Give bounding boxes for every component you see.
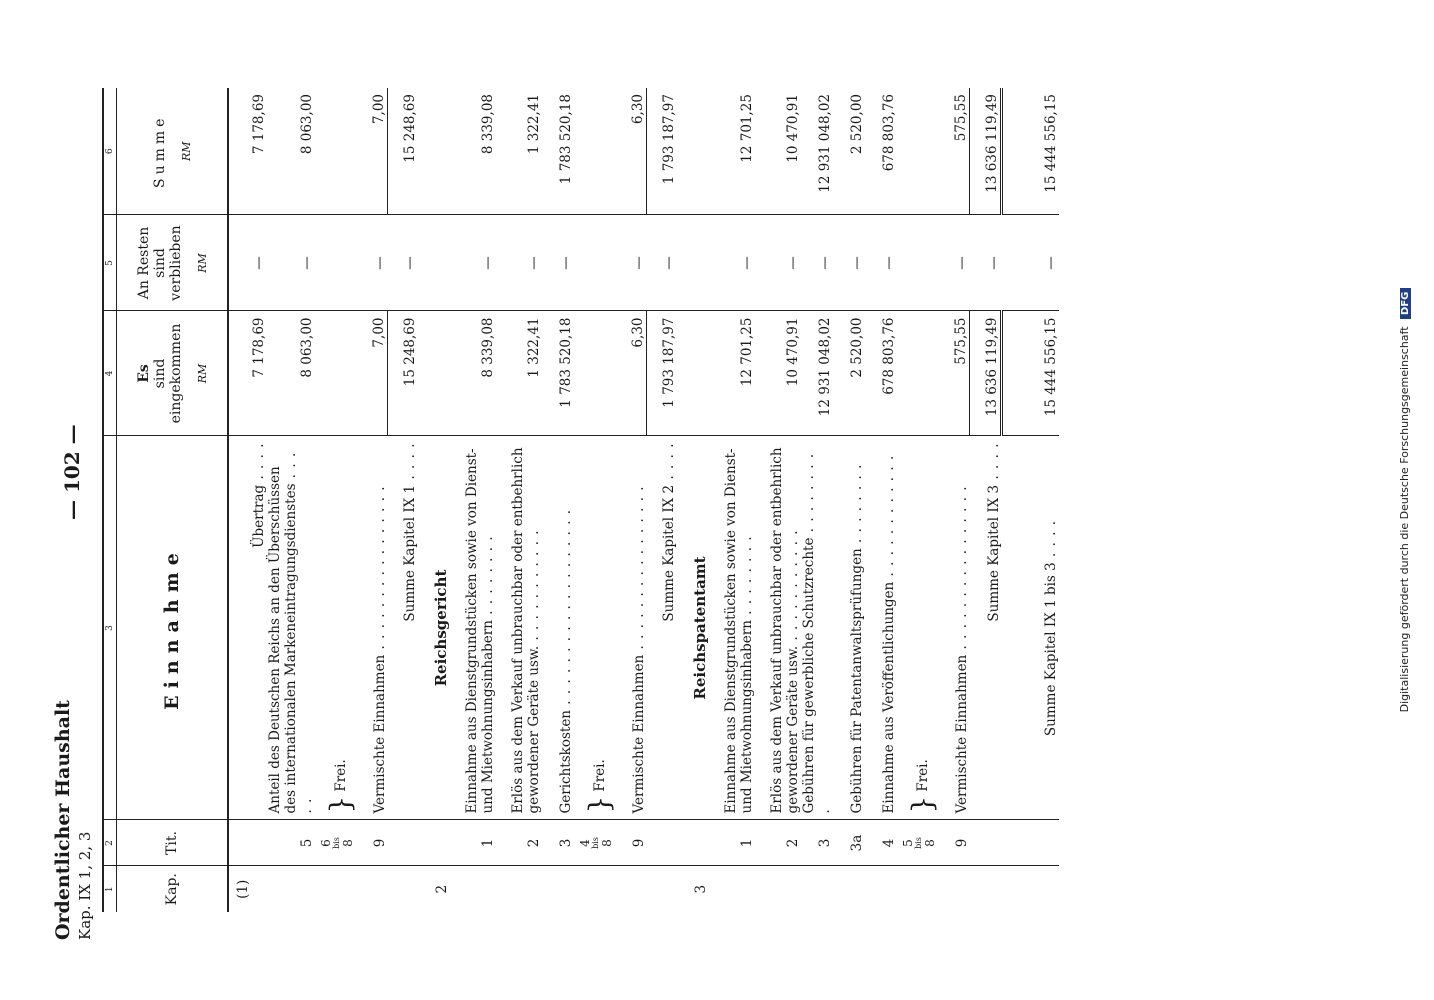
label-cell: Anteil des Deutschen Reichs an den Überschüssen des internationalen Markeneintragungsdienstes . . . . . bbox=[267, 436, 315, 820]
amount-summe: 8 339,08 bbox=[450, 88, 496, 215]
row-label: Summe Kapitel IX 2 bbox=[661, 484, 677, 622]
eingekommen-line1: Es bbox=[135, 364, 152, 383]
label-cell: Einnahme aus Dienstgrundstücken sowie von Dienst- und Mietwohnungsinhabern . . . . . . . . bbox=[450, 436, 496, 820]
subtotal-row bbox=[647, 88, 678, 912]
tit-cell: 9 bbox=[355, 820, 388, 866]
digitization-credit bbox=[1398, 0, 1411, 1000]
table-row bbox=[897, 88, 937, 912]
amount-eingekommen: 1 322,41 bbox=[496, 311, 542, 436]
amount-eingekommen: 1 793 187,97 bbox=[647, 311, 678, 436]
row-label: Vermischte Einnahmen bbox=[630, 654, 647, 814]
amount-resten: — bbox=[614, 215, 647, 311]
unit-label: RM bbox=[195, 253, 209, 273]
amount-eingekommen: 7 178,69 bbox=[228, 311, 267, 436]
einnahme-header: Einnahme bbox=[117, 436, 229, 820]
amount-resten: — bbox=[970, 215, 1002, 311]
tit-cell: 3 bbox=[801, 820, 833, 866]
amount-summe: 7,00 bbox=[355, 88, 388, 215]
kap-header: Kap. bbox=[117, 866, 229, 912]
amount-eingekommen: 8 063,00 bbox=[267, 311, 315, 436]
label-cell: Vermischte Einnahmen . . . . . . . . . . . . . . . . bbox=[614, 436, 647, 820]
row-label: Frei. bbox=[333, 759, 349, 792]
column-number: 3 bbox=[103, 436, 117, 820]
amount-resten: — bbox=[355, 215, 388, 311]
amount-eingekommen: 1 783 520,18 bbox=[542, 311, 574, 436]
column-number: 1 bbox=[103, 866, 117, 912]
amount-eingekommen: 15 444 556,15 bbox=[1002, 311, 1060, 436]
row-label: Einnahme aus Dienstgrundstücken sowie von Dienst- und Mietwohnungsinhabern bbox=[464, 448, 496, 814]
label-cell: Erlös aus dem Verkauf unbrauchbar oder entbehrlich gewordener Geräte usw. . . . . . . . . . . . bbox=[496, 436, 542, 820]
amount-resten: — bbox=[833, 215, 865, 311]
row-label: Gebühren für Patentanwaltsprüfungen bbox=[849, 548, 865, 814]
label-cell: Summe Kapitel IX 2 . . . . bbox=[647, 436, 678, 820]
amount-resten: — bbox=[755, 215, 801, 311]
tit-cell: 4 bbox=[865, 820, 897, 866]
label-cell: Einnahme aus Veröffentlichungen . . . . . . . . . . . . bbox=[865, 436, 897, 820]
row-label: Erlös aus dem Verkauf unbrauchbar oder entbehrlich gewordener Geräte usw. bbox=[510, 447, 542, 814]
amount-eingekommen: 15 248,69 bbox=[388, 311, 419, 436]
unit-label: RM bbox=[179, 141, 193, 162]
row-label: Vermischte Einnahmen bbox=[371, 654, 388, 814]
label-cell: Summe Kapitel IX 1 bis 3 . . . . bbox=[1002, 436, 1060, 820]
row-label: Anteil des Deutschen Reichs an den Überschüssen des internationalen Markeneintragungsdienstes bbox=[267, 466, 299, 814]
table-row bbox=[937, 88, 970, 912]
column-number: 5 bbox=[103, 215, 117, 311]
label-cell: Summe Kapitel IX 1 . . . . bbox=[388, 436, 419, 820]
amount-resten: — bbox=[267, 215, 315, 311]
label-cell: Einnahme aus Dienstgrundstücken sowie von Dienst- und Mietwohnungsinhabern . . . . . . . . bbox=[709, 436, 755, 820]
tit-range: 5 bis 8 bbox=[897, 820, 937, 866]
amount-summe: 15 444 556,15 bbox=[1002, 88, 1060, 215]
section-header-row bbox=[418, 88, 450, 912]
amount-eingekommen: 10 470,91 bbox=[755, 311, 801, 436]
row-label: Summe Kapitel IX 1 bbox=[402, 484, 418, 622]
row-label: Gerichtskosten bbox=[558, 710, 574, 814]
label-cell: } Frei. bbox=[897, 436, 937, 820]
amount-summe: 10 470,91 bbox=[755, 88, 801, 215]
table-row bbox=[355, 88, 388, 912]
tit-cell: 3a bbox=[833, 820, 865, 866]
kap-cell: 3 bbox=[693, 884, 709, 894]
table-row bbox=[801, 88, 833, 912]
tit-cell: 9 bbox=[614, 820, 647, 866]
table-row bbox=[267, 88, 315, 912]
table-row bbox=[228, 88, 267, 912]
tit-cell: 1 bbox=[709, 820, 755, 866]
amount-resten: — bbox=[542, 215, 574, 311]
label-cell: Vermischte Einnahmen . . . . . . . . . . . . . . . . bbox=[355, 436, 388, 820]
amount-summe: 8 063,00 bbox=[267, 88, 315, 215]
amount-summe: 7 178,69 bbox=[228, 88, 267, 215]
table-row bbox=[315, 88, 355, 912]
amount-summe: 1 793 187,97 bbox=[647, 88, 678, 215]
amount-eingekommen: 7,00 bbox=[355, 311, 388, 436]
tit-range: 6 bis 8 bbox=[315, 820, 355, 866]
label-cell: Summe Kapitel IX 3 . . . . bbox=[970, 436, 1002, 820]
tit-cell: 3 bbox=[542, 820, 574, 866]
amount-summe: 575,55 bbox=[937, 88, 970, 215]
grand-total-row bbox=[1002, 88, 1060, 912]
table-row bbox=[574, 88, 614, 912]
tit-cell: 2 bbox=[755, 820, 801, 866]
amount-eingekommen: 575,55 bbox=[937, 311, 970, 436]
table-row bbox=[833, 88, 865, 912]
amount-eingekommen: 2 520,00 bbox=[833, 311, 865, 436]
row-label: Frei. bbox=[915, 759, 931, 792]
row-label: Einnahme aus Dienstgrundstücken sowie von Dienst- und Mietwohnungsinhabern bbox=[723, 448, 755, 814]
amount-eingekommen: 12 701,25 bbox=[709, 311, 755, 436]
subtotal-row bbox=[970, 88, 1002, 912]
amount-resten: — bbox=[450, 215, 496, 311]
label-cell: Gerichtskosten . . . . . . . . . . . . . . . . . . . bbox=[542, 436, 574, 820]
amount-resten: — bbox=[801, 215, 833, 311]
dfg-logo: DFG bbox=[1400, 288, 1411, 319]
amount-resten: — bbox=[709, 215, 755, 311]
table-row bbox=[709, 88, 755, 912]
label-cell: Übertrag . . . . bbox=[228, 436, 267, 820]
tit-cell: 9 bbox=[937, 820, 970, 866]
subtotal-row bbox=[388, 88, 419, 912]
row-label: Summe Kapitel IX 1 bis 3 bbox=[1043, 562, 1059, 737]
row-label: Erlös aus dem Verkauf unbrauchbar oder entbehrlich gewordener Geräte usw. bbox=[769, 447, 801, 814]
tit-cell: 5 bbox=[267, 820, 315, 866]
amount-eingekommen: 13 636 119,49 bbox=[970, 311, 1002, 436]
unit-label: RM bbox=[195, 363, 209, 384]
label-cell: } Frei. bbox=[315, 436, 355, 820]
row-label: Übertrag bbox=[251, 484, 267, 548]
row-label: Frei. bbox=[592, 759, 608, 792]
amount-eingekommen: 6,30 bbox=[614, 311, 647, 436]
resten-line1: An Resten bbox=[135, 226, 152, 300]
resten-header bbox=[117, 215, 229, 311]
section-title: Reichsgericht bbox=[418, 436, 450, 820]
amount-summe: 1 783 520,18 bbox=[542, 88, 574, 215]
row-label: Einnahme aus Veröffentlichungen bbox=[881, 581, 897, 814]
tit-header: Tit. bbox=[117, 820, 229, 866]
amount-resten: — bbox=[647, 215, 678, 311]
amount-summe: 12 701,25 bbox=[709, 88, 755, 215]
column-header-row bbox=[117, 88, 229, 912]
table-row bbox=[865, 88, 897, 912]
amount-resten: — bbox=[1002, 215, 1060, 311]
document-header bbox=[52, 700, 94, 940]
label-cell: Gebühren für Patentanwaltsprüfungen . . . . . . . . bbox=[833, 436, 865, 820]
chapter-reference: Kap. IX 1, 2, 3 bbox=[76, 831, 94, 940]
amount-resten: — bbox=[865, 215, 897, 311]
table-row bbox=[496, 88, 542, 912]
summe-label: Summe bbox=[151, 114, 168, 188]
document-title: Ordentlicher Haushalt bbox=[52, 700, 74, 940]
summe-header bbox=[117, 88, 229, 215]
kap-cell: 2 bbox=[434, 884, 450, 894]
column-number-row bbox=[103, 88, 117, 912]
table-row bbox=[614, 88, 647, 912]
amount-summe: 678 803,76 bbox=[865, 88, 897, 215]
eingekommen-line2: sind eingekommen bbox=[151, 323, 184, 424]
tit-cell: 2 bbox=[496, 820, 542, 866]
resten-line2: sind verblieben bbox=[151, 225, 184, 301]
amount-summe: 15 248,69 bbox=[388, 88, 419, 215]
amount-summe: 6,30 bbox=[614, 88, 647, 215]
table-row bbox=[755, 88, 801, 912]
row-label: Gebühren für gewerbliche Schutzrechte bbox=[801, 537, 817, 814]
section-header-row bbox=[677, 88, 709, 912]
label-cell: Gebühren für gewerbliche Schutzrechte . . . . . . . . . bbox=[801, 436, 833, 820]
column-number: 4 bbox=[103, 311, 117, 436]
kap-cell: (1) bbox=[235, 879, 251, 899]
amount-summe: 12 931 048,02 bbox=[801, 88, 833, 215]
amount-resten: — bbox=[937, 215, 970, 311]
section-title: Reichspatentamt bbox=[677, 436, 709, 820]
table-row bbox=[542, 88, 574, 912]
amount-resten: — bbox=[496, 215, 542, 311]
eingekommen-header bbox=[117, 311, 229, 436]
budget-table bbox=[102, 88, 1059, 912]
amount-summe: 13 636 119,49 bbox=[970, 88, 1002, 215]
table-row bbox=[450, 88, 496, 912]
amount-resten: — bbox=[228, 215, 267, 311]
column-number: 6 bbox=[103, 88, 117, 215]
label-cell: Vermischte Einnahmen . . . . . . . . . . . . . . . . bbox=[937, 436, 970, 820]
tit-cell: 1 bbox=[450, 820, 496, 866]
row-label: Vermischte Einnahmen bbox=[953, 654, 970, 814]
tit-range: 4 bis 8 bbox=[574, 820, 614, 866]
row-label: Summe Kapitel IX 3 bbox=[985, 484, 1002, 622]
amount-summe: 1 322,41 bbox=[496, 88, 542, 215]
page-number: — 102 — bbox=[60, 424, 84, 520]
amount-summe: 2 520,00 bbox=[833, 88, 865, 215]
amount-eingekommen: 12 931 048,02 bbox=[801, 311, 833, 436]
amount-resten: — bbox=[388, 215, 419, 311]
column-number: 2 bbox=[103, 820, 117, 866]
tit-cell bbox=[228, 820, 267, 866]
amount-eingekommen: 8 339,08 bbox=[450, 311, 496, 436]
amount-eingekommen: 678 803,76 bbox=[865, 311, 897, 436]
credit-text: Digitalisierung gefördert durch die Deutsche Forschungsgemeinschaft bbox=[1398, 326, 1411, 713]
label-cell: } Frei. bbox=[574, 436, 614, 820]
label-cell: Erlös aus dem Verkauf unbrauchbar oder entbehrlich gewordener Geräte usw. . . . . . . . . . . . bbox=[755, 436, 801, 820]
